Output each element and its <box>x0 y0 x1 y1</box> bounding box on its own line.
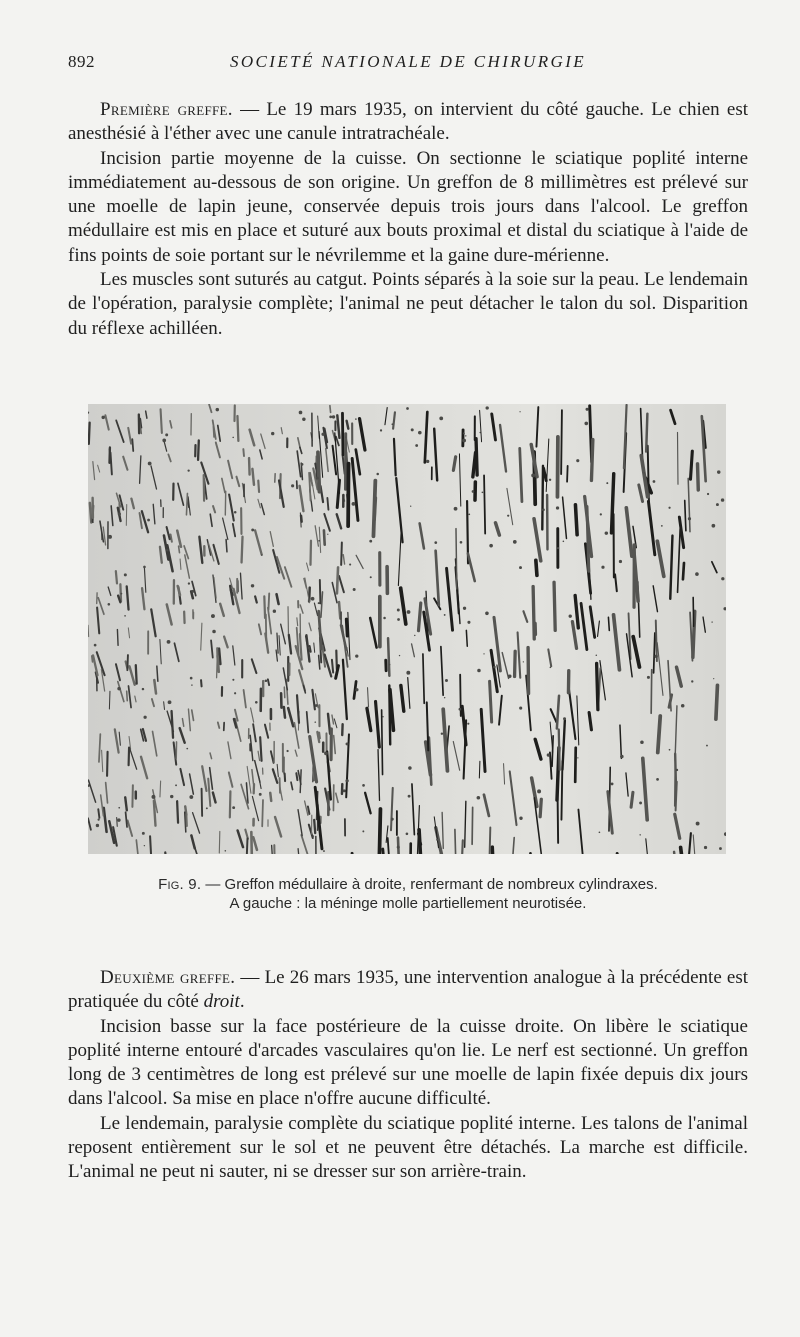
section-premiere-greffe <box>68 98 748 341</box>
italic-word: droit <box>203 991 240 1013</box>
page-number: 892 <box>68 52 95 71</box>
paragraph: Incision basse sur la face postérieure de la cuisse droite. On libère le sciatique poplité interne entouré d'arcades vasculaires qu'on lie. Le nerf est sectionné. Un greffon long de 3 centimètres de long est prélevé sur une moelle de lapin fixée depuis dix jours dans l'alcool. Sa mise en place n'offre aucune difficulté. <box>68 1015 748 1110</box>
section-heading: Première greffe. <box>100 99 233 120</box>
paragraph-end: . <box>239 991 245 1013</box>
micrograph-figure <box>88 404 726 854</box>
paragraph-text: Le 19 mars 1935, on intervient du côté gauche. Le chien est anesthésié à l'éther avec une canule intratrachéale. <box>68 99 749 145</box>
paragraph <box>68 98 748 147</box>
paragraph: Le lendemain, paralysie complète du sciatique poplité interne. Les talons de l'animal reposent entièrement sur le sol et ne peuvent être détachés. La marche est difficile. L'animal ne peut ni sauter, ni se dresser sur son arrière-train. <box>68 1112 748 1183</box>
paragraph: Incision partie moyenne de la cuisse. On sectionne le sciatique poplité interne immédiatement au-dessous de son origine. Un greffon de 8 millimètres est prélevé sur une moelle de lapin jeune, conservée depuis trois jours dans l'alcool. Le greffon médullaire est mis en place et suturé aux bouts proximal et distal du sciatique à l'aide de fins points de soie portant sur le névrilemme et la gaine dure-mérienne. <box>68 147 748 266</box>
heading-dash: — <box>235 967 265 988</box>
running-head: SOCIETÉ NATIONALE DE CHIRURGIE <box>229 52 587 71</box>
caption-dash: — <box>201 876 225 893</box>
caption-label: Fig. 9. <box>158 876 202 893</box>
section-heading: Deuxième greffe. <box>100 967 236 988</box>
page-header <box>68 52 748 78</box>
section-deuxieme-greffe <box>68 966 748 1185</box>
caption-text-1: Greffon médullaire à droite, renfermant de nombreux cylindraxes. <box>224 876 658 893</box>
caption-text-2: A gauche : la méninge molle partiellement neurotisée. <box>229 894 587 912</box>
caption-line-1 <box>68 876 748 895</box>
figure-caption <box>68 876 748 913</box>
paragraph <box>68 966 748 1015</box>
heading-dash: — <box>232 99 267 120</box>
paragraph: Les muscles sont suturés au catgut. Points séparés à la soie sur la peau. Le lendemain de l'opération, paralysie complète; l'animal ne peut détacher le talon du sol. Disparition du réflexe achilléen. <box>68 269 748 339</box>
micrograph-image <box>88 404 726 854</box>
paragraph-text: Le 26 mars 1935, une intervention analogue à la précédente est pratiquée du côté <box>68 967 748 1013</box>
